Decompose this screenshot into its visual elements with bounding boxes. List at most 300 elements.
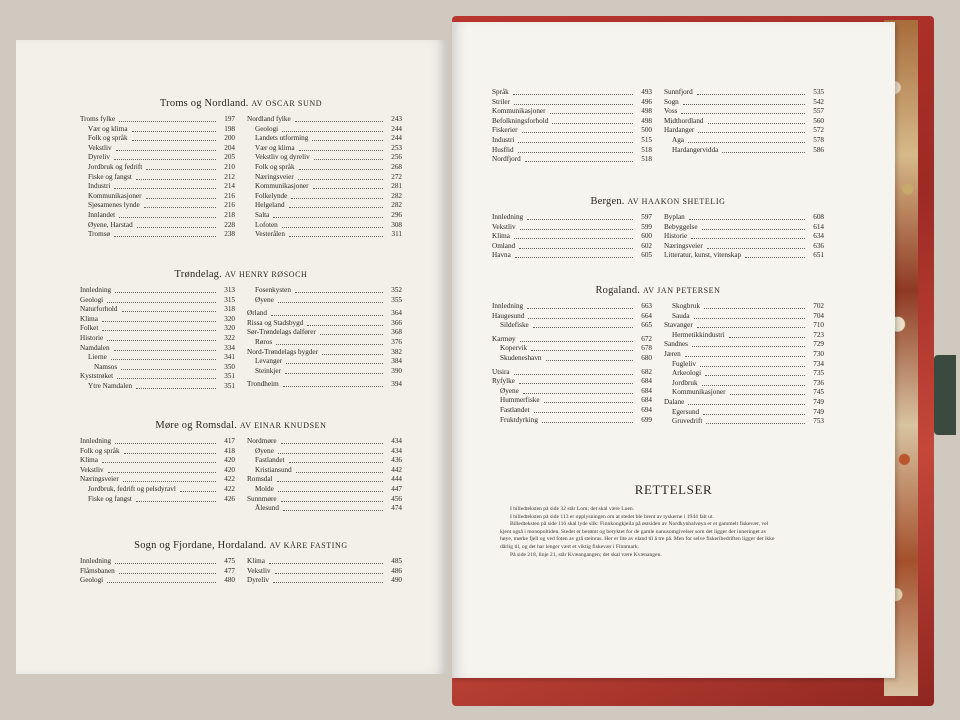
toc-entry-label: Skogbruk bbox=[672, 302, 700, 310]
toc-leader-dots bbox=[745, 251, 805, 258]
toc-leader-dots bbox=[688, 398, 805, 405]
toc-entry bbox=[80, 576, 235, 586]
toc-entry-page: 320 bbox=[224, 314, 235, 323]
toc-entry bbox=[247, 466, 402, 476]
toc-entry bbox=[80, 334, 235, 344]
toc-leader-dots bbox=[307, 319, 383, 326]
toc-entry bbox=[247, 475, 402, 485]
toc-leader-dots bbox=[527, 302, 633, 309]
toc-entry-label: Helgeland bbox=[255, 201, 285, 210]
toc-entry-label: Nordmøre bbox=[247, 437, 277, 445]
toc-entry bbox=[80, 456, 235, 466]
toc-entry-page: 355 bbox=[391, 295, 402, 304]
toc-leader-dots bbox=[114, 182, 216, 189]
toc-entry bbox=[80, 447, 235, 457]
toc-entry bbox=[80, 182, 235, 192]
toc-entry bbox=[247, 338, 402, 348]
toc-entry-page: 684 bbox=[641, 386, 652, 395]
toc-leader-dots bbox=[697, 88, 805, 95]
toc-entry-page: 542 bbox=[813, 97, 824, 106]
toc-leader-dots bbox=[114, 230, 216, 237]
toc-entry-label: Hardangervidda bbox=[672, 145, 719, 154]
toc-leader-dots bbox=[705, 369, 805, 376]
toc-leader-dots bbox=[534, 406, 633, 413]
toc-leader-dots bbox=[115, 557, 216, 564]
toc-entry-label: Øyene bbox=[255, 446, 274, 455]
toc-leader-dots bbox=[123, 475, 216, 482]
toc-entry bbox=[80, 125, 235, 135]
toc-entry-page: 352 bbox=[391, 286, 402, 294]
toc-entry-label: Vesterålen bbox=[255, 230, 285, 239]
toc-entry-label: Namdalen bbox=[80, 343, 110, 352]
toc-entry-label: Stavanger bbox=[664, 321, 693, 330]
toc-entry-label: Sunnmøre bbox=[247, 494, 277, 503]
toc-leader-dots bbox=[278, 485, 383, 492]
toc-entry-label: Jæren bbox=[664, 349, 681, 358]
toc-entry-page: 474 bbox=[391, 504, 402, 513]
toc-entry-label: Dyreliv bbox=[247, 576, 269, 585]
toc-entry bbox=[492, 251, 652, 261]
toc-entry bbox=[492, 213, 652, 223]
toc-entry-page: 444 bbox=[391, 475, 402, 484]
toc-entry-label: Innledning bbox=[80, 557, 112, 565]
toc-entry-page: 447 bbox=[391, 484, 402, 493]
correction-paragraph: På side 218, linje 21, står Kvæangangen; det skal være Kvænangen. bbox=[510, 551, 662, 558]
toc-leader-dots bbox=[312, 134, 383, 141]
toc-entry-label: Vekstliv bbox=[247, 566, 271, 575]
toc-leader-dots bbox=[277, 475, 383, 482]
toc-entry-label: Landets utforming bbox=[255, 134, 309, 143]
toc-entry bbox=[664, 379, 824, 389]
toc-entry bbox=[492, 406, 652, 416]
toc-entry bbox=[247, 201, 402, 211]
toc-entry bbox=[664, 146, 824, 156]
toc-entry-label: Striler bbox=[492, 97, 510, 106]
toc-entry-page: 702 bbox=[813, 302, 824, 310]
toc-entry bbox=[664, 107, 824, 117]
toc-entry bbox=[80, 221, 235, 231]
toc-entry bbox=[492, 368, 652, 378]
toc-entry-label: Sunnfjord bbox=[664, 88, 693, 96]
toc-column-left bbox=[492, 213, 652, 261]
toc-entry-page: 434 bbox=[391, 437, 402, 445]
toc-entry-page: 498 bbox=[641, 107, 652, 116]
toc-entry bbox=[492, 396, 652, 406]
toc-entry bbox=[664, 417, 824, 427]
toc-entry-page: 634 bbox=[813, 232, 824, 241]
toc-entry-label: Befolkningsforhold bbox=[492, 116, 549, 125]
section-title bbox=[80, 98, 402, 109]
toc-entry bbox=[492, 146, 652, 156]
toc-leader-dots bbox=[518, 136, 633, 143]
author-text: AV KÅRE FASTING bbox=[269, 541, 348, 550]
toc-entry-label: Jordbruk, fedrift og pelsdyravl bbox=[88, 484, 176, 493]
toc-entry-page: 364 bbox=[391, 309, 402, 318]
toc-entry bbox=[80, 567, 235, 577]
toc-entry-label: Ålesund bbox=[255, 504, 279, 513]
toc-leader-dots bbox=[136, 173, 216, 180]
toc-entry-label: Husflid bbox=[492, 145, 514, 154]
toc-leader-dots bbox=[299, 163, 383, 170]
title-text: Sogn og Fjordane, Hordaland. bbox=[134, 540, 267, 551]
toc-entry-page: 256 bbox=[391, 153, 402, 162]
toc-leader-dots bbox=[519, 242, 633, 249]
title-text: Møre og Romsdal. bbox=[155, 420, 238, 431]
toc-entry bbox=[664, 98, 824, 108]
toc-leader-dots bbox=[681, 107, 805, 114]
toc-entry bbox=[492, 136, 652, 146]
toc-entry bbox=[80, 134, 235, 144]
toc-leader-dots bbox=[137, 221, 216, 228]
toc-entry-label: Sandnes bbox=[664, 340, 688, 349]
toc-entry bbox=[80, 173, 235, 183]
toc-entry-page: 434 bbox=[391, 446, 402, 455]
toc-entry bbox=[247, 211, 402, 221]
toc-entry-page: 322 bbox=[224, 333, 235, 342]
toc-entry-page: 436 bbox=[391, 456, 402, 465]
author-text: AV JAN PETERSEN bbox=[642, 286, 721, 295]
toc-entry-page: 243 bbox=[391, 115, 402, 123]
toc-column-right bbox=[664, 88, 824, 165]
toc-leader-dots bbox=[525, 155, 633, 162]
toc-entry-label: Rissa og Stadsbygd bbox=[247, 318, 304, 327]
toc-entry-page: 475 bbox=[224, 557, 235, 565]
toc-leader-dots bbox=[271, 309, 383, 316]
toc-entry bbox=[247, 495, 402, 505]
toc-entry-label: Innledning bbox=[492, 213, 524, 221]
toc-leader-dots bbox=[122, 305, 216, 312]
toc-column-left bbox=[492, 302, 652, 427]
toc-entry-label: Nordfjord bbox=[492, 155, 521, 164]
toc-entry-label: Troms fylke bbox=[80, 115, 116, 123]
toc-entry-label: Fosenkysten bbox=[255, 286, 291, 294]
toc-entry bbox=[247, 163, 402, 173]
toc-entry bbox=[664, 312, 824, 322]
toc-entry bbox=[664, 408, 824, 418]
correction-paragraph: Billedteksten på side 116 skal lyde slik: Finnkongkjeila på østsiden av Nordkynhalvøya er et gammelt fiskevær, vel kjent også i monopoltiden. Stedet er berømt og beryktet for de gamle nanusomgivelser som det ligger der inneringet av høye, mørke fjell og ved foten av grå steinras. Her er lite av eland til å tre på. Men for selve fiskeribedriften ligger det ikke dårlig til, og det har lenger vært et viktig fiskevær i Finnmark. bbox=[500, 521, 775, 550]
toc-entry-label: Næringsveier bbox=[80, 475, 119, 484]
toc-entry-label: Næringsveier bbox=[664, 241, 703, 250]
toc-entry bbox=[664, 398, 824, 408]
toc-leader-dots bbox=[114, 153, 216, 160]
toc-entry bbox=[247, 367, 402, 377]
toc-leader-dots bbox=[289, 201, 383, 208]
toc-entry-label: Språk bbox=[492, 88, 509, 96]
toc-entry bbox=[492, 321, 652, 331]
toc-entry-label: Nord-Trøndelags bygder bbox=[247, 347, 319, 356]
toc-entry-page: 735 bbox=[813, 369, 824, 378]
toc-entry bbox=[247, 567, 402, 577]
toc-leader-dots bbox=[514, 232, 633, 239]
section-bergen bbox=[492, 196, 824, 261]
toc-entry bbox=[247, 115, 402, 125]
toc-leader-dots bbox=[729, 331, 805, 338]
toc-leader-dots bbox=[703, 408, 805, 415]
toc-entry-page: 736 bbox=[813, 378, 824, 387]
toc-entry bbox=[80, 296, 235, 306]
toc-leader-dots bbox=[296, 466, 383, 473]
toc-entry bbox=[664, 369, 824, 379]
toc-entry-label: Naturforhold bbox=[80, 305, 118, 314]
toc-leader-dots bbox=[513, 88, 633, 95]
toc-entry bbox=[247, 504, 402, 514]
toc-entry-label: Historie bbox=[664, 232, 688, 241]
toc-leader-dots bbox=[689, 213, 805, 220]
toc-entry-page: 426 bbox=[224, 494, 235, 503]
toc-leader-dots bbox=[273, 211, 383, 218]
section-more-romsdal bbox=[80, 420, 402, 514]
section-sogn-hordaland bbox=[80, 540, 402, 586]
toc-entry-label: Lofoten bbox=[255, 220, 278, 229]
toc-entry-page: 456 bbox=[391, 494, 402, 503]
toc-entry-label: Hermetikkindustri bbox=[672, 330, 725, 339]
toc-entry bbox=[80, 475, 235, 485]
toc-leader-dots bbox=[114, 344, 216, 351]
toc-leader-dots bbox=[708, 117, 805, 124]
toc-entry-page: 663 bbox=[641, 302, 652, 310]
toc-entry-label: Klima bbox=[492, 232, 510, 241]
toc-entry-page: 282 bbox=[391, 191, 402, 200]
toc-entry-label: Vekstliv bbox=[80, 465, 104, 474]
toc-entry-label: Aga bbox=[672, 135, 684, 144]
toc-leader-dots bbox=[107, 296, 216, 303]
toc-entry-page: 394 bbox=[391, 380, 402, 389]
toc-column-left bbox=[80, 286, 235, 392]
toc-entry-page: 205 bbox=[224, 153, 235, 162]
toc-entry-page: 480 bbox=[224, 576, 235, 585]
toc-entry-page: 238 bbox=[224, 230, 235, 239]
toc-entry-page: 477 bbox=[224, 566, 235, 575]
toc-leader-dots bbox=[281, 495, 383, 502]
toc-column-right bbox=[247, 115, 402, 240]
toc-entry-page: 296 bbox=[391, 210, 402, 219]
toc-entry bbox=[80, 153, 235, 163]
toc-entry bbox=[247, 230, 402, 240]
toc-entry-label: Tromsø bbox=[88, 230, 111, 239]
toc-entry bbox=[492, 126, 652, 136]
toc-entry-page: 382 bbox=[391, 347, 402, 356]
toc-entry bbox=[247, 125, 402, 135]
toc-entry-label: Fastlandet bbox=[500, 405, 530, 414]
toc-leader-dots bbox=[683, 98, 805, 105]
toc-leader-dots bbox=[102, 315, 216, 322]
toc-entry-page: 442 bbox=[391, 465, 402, 474]
toc-leader-dots bbox=[124, 447, 216, 454]
toc-leader-dots bbox=[313, 182, 384, 189]
toc-entry-page: 572 bbox=[813, 126, 824, 135]
toc-entry-page: 218 bbox=[224, 210, 235, 219]
toc-leader-dots bbox=[117, 372, 216, 379]
toc-entry bbox=[492, 335, 652, 345]
toc-entry-label: Haugesund bbox=[492, 311, 525, 320]
toc-entry bbox=[80, 353, 235, 363]
toc-entry-label: Trondheim bbox=[247, 380, 279, 389]
toc-entry-label: Arkeologi bbox=[672, 369, 702, 378]
toc-entry bbox=[247, 328, 402, 338]
toc-entry-page: 614 bbox=[813, 222, 824, 231]
toc-entry-page: 749 bbox=[813, 407, 824, 416]
toc-entry-page: 560 bbox=[813, 116, 824, 125]
toc-entry-label: Geologi bbox=[80, 576, 104, 585]
title-text: Rogaland. bbox=[595, 285, 641, 296]
toc-entry bbox=[80, 115, 235, 125]
toc-entry bbox=[247, 134, 402, 144]
toc-column-left bbox=[80, 437, 235, 514]
toc-leader-dots bbox=[520, 335, 633, 342]
toc-entry bbox=[492, 242, 652, 252]
toc-leader-dots bbox=[515, 251, 633, 258]
toc-entry-page: 384 bbox=[391, 357, 402, 366]
toc-entry bbox=[247, 286, 402, 296]
toc-entry-label: Innledning bbox=[80, 437, 112, 445]
toc-entry bbox=[80, 363, 235, 373]
toc-entry-label: Skudeneshavn bbox=[500, 353, 542, 362]
toc-entry-page: 486 bbox=[391, 566, 402, 575]
toc-leader-dots bbox=[144, 201, 216, 208]
toc-leader-dots bbox=[544, 396, 633, 403]
toc-leader-dots bbox=[107, 334, 216, 341]
toc-entry-label: Namsos bbox=[94, 362, 118, 371]
toc-entry-page: 282 bbox=[391, 201, 402, 210]
toc-entry bbox=[247, 380, 402, 390]
toc-leader-dots bbox=[132, 134, 216, 141]
toc-column-left bbox=[80, 557, 235, 586]
toc-entry-page: 586 bbox=[813, 145, 824, 154]
toc-entry-label: Vekstliv bbox=[492, 222, 516, 231]
toc-entry-label: Dalane bbox=[664, 397, 685, 406]
toc-entry bbox=[492, 155, 652, 165]
toc-entry bbox=[492, 107, 652, 117]
toc-entry bbox=[247, 357, 402, 367]
toc-entry-label: Folket bbox=[80, 324, 99, 333]
toc-entry bbox=[664, 340, 824, 350]
toc-entry bbox=[664, 213, 824, 223]
toc-leader-dots bbox=[518, 146, 633, 153]
toc-entry bbox=[80, 324, 235, 334]
toc-entry-page: 210 bbox=[224, 162, 235, 171]
toc-leader-dots bbox=[146, 192, 217, 199]
toc-entry-page: 197 bbox=[224, 115, 235, 123]
toc-entry bbox=[492, 354, 652, 364]
toc-entry-page: 578 bbox=[813, 135, 824, 144]
toc-entry bbox=[80, 192, 235, 202]
toc-entry-page: 198 bbox=[224, 124, 235, 133]
toc-leader-dots bbox=[289, 230, 383, 237]
toc-entry-label: Bebyggelse bbox=[664, 222, 698, 231]
toc-leader-dots bbox=[119, 211, 216, 218]
toc-entry-label: Kommunikasjoner bbox=[88, 191, 142, 200]
toc-entry-page: 605 bbox=[641, 251, 652, 260]
toc-entry-page: 422 bbox=[224, 475, 235, 484]
toc-entry bbox=[492, 98, 652, 108]
toc-entry-label: Fugleliv bbox=[672, 359, 696, 368]
toc-entry-label: Ørland bbox=[247, 309, 267, 318]
toc-entry bbox=[80, 211, 235, 221]
toc-entry-label: Kommunikasjoner bbox=[255, 182, 309, 191]
toc-leader-dots bbox=[702, 379, 805, 386]
toc-leader-dots bbox=[694, 312, 805, 319]
section-rogaland bbox=[492, 285, 824, 427]
toc-column-right bbox=[247, 437, 402, 514]
toc-entry bbox=[664, 242, 824, 252]
toc-entry-page: 535 bbox=[813, 88, 824, 96]
toc-entry-label: Sør-Trøndelags dalfører bbox=[247, 328, 316, 337]
toc-entry-page: 313 bbox=[224, 286, 235, 294]
toc-entry-label: Øyene, Harstad bbox=[88, 220, 133, 229]
correction-paragraph: I billedteksten på side 32 står Lom; det skal være Loen. bbox=[510, 506, 635, 512]
toc-entry bbox=[664, 360, 824, 370]
toc-entry bbox=[664, 302, 824, 312]
toc-entry-page: 216 bbox=[224, 191, 235, 200]
toc-entry bbox=[247, 319, 402, 329]
toc-leader-dots bbox=[132, 125, 216, 132]
toc-entry-label: Øyene bbox=[255, 295, 274, 304]
toc-entry-label: Steinkjer bbox=[255, 366, 281, 375]
toc-leader-dots bbox=[102, 324, 216, 331]
section-trondelag bbox=[80, 269, 402, 392]
toc-entry-label: Vekstliv og dyreliv bbox=[255, 153, 310, 162]
toc-leader-dots bbox=[704, 302, 805, 309]
toc-entry bbox=[80, 230, 235, 240]
toc-entry-page: 729 bbox=[813, 340, 824, 349]
toc-entry-page: 390 bbox=[391, 366, 402, 375]
toc-entry bbox=[492, 387, 652, 397]
toc-leader-dots bbox=[119, 567, 216, 574]
toc-leader-dots bbox=[514, 98, 633, 105]
toc-leader-dots bbox=[111, 353, 216, 360]
toc-entry-label: Sogn bbox=[664, 97, 679, 106]
toc-leader-dots bbox=[527, 213, 633, 220]
toc-leader-dots bbox=[552, 117, 633, 124]
toc-leader-dots bbox=[269, 557, 383, 564]
toc-entry bbox=[492, 377, 652, 387]
toc-entry bbox=[664, 350, 824, 360]
toc-entry-page: 216 bbox=[224, 201, 235, 210]
toc-leader-dots bbox=[289, 456, 383, 463]
section-title bbox=[80, 269, 402, 280]
toc-entry-page: 418 bbox=[224, 446, 235, 455]
toc-entry bbox=[247, 153, 402, 163]
toc-entry-label: Ryfylke bbox=[492, 377, 515, 386]
toc-leader-dots bbox=[691, 232, 805, 239]
toc-entry-page: 315 bbox=[224, 295, 235, 304]
toc-entry bbox=[80, 485, 235, 495]
toc-entry-page: 680 bbox=[641, 353, 652, 362]
toc-entry-page: 341 bbox=[224, 353, 235, 362]
toc-entry-page: 244 bbox=[391, 124, 402, 133]
section-hordaland-continued bbox=[492, 88, 824, 165]
toc-entry-label: Fruktdyrking bbox=[500, 415, 538, 424]
toc-entry-label: Voss bbox=[664, 107, 678, 116]
toc-entry-page: 212 bbox=[224, 172, 235, 181]
toc-leader-dots bbox=[298, 173, 383, 180]
toc-entry-label: Kommunikasjoner bbox=[672, 388, 726, 397]
toc-entry-label: Utsira bbox=[492, 367, 510, 376]
toc-entry-page: 500 bbox=[641, 126, 652, 135]
toc-entry-page: 308 bbox=[391, 220, 402, 229]
toc-entry bbox=[80, 144, 235, 154]
toc-leader-dots bbox=[692, 340, 805, 347]
toc-entry-label: Fiske og fangst bbox=[88, 494, 132, 503]
toc-entry-page: 684 bbox=[641, 377, 652, 386]
toc-entry bbox=[664, 388, 824, 398]
toc-entry-label: Omland bbox=[492, 241, 516, 250]
toc-entry-page: 420 bbox=[224, 456, 235, 465]
toc-entry-page: 651 bbox=[813, 251, 824, 260]
toc-leader-dots bbox=[121, 363, 216, 370]
toc-entry-page: 730 bbox=[813, 349, 824, 358]
toc-entry bbox=[247, 456, 402, 466]
